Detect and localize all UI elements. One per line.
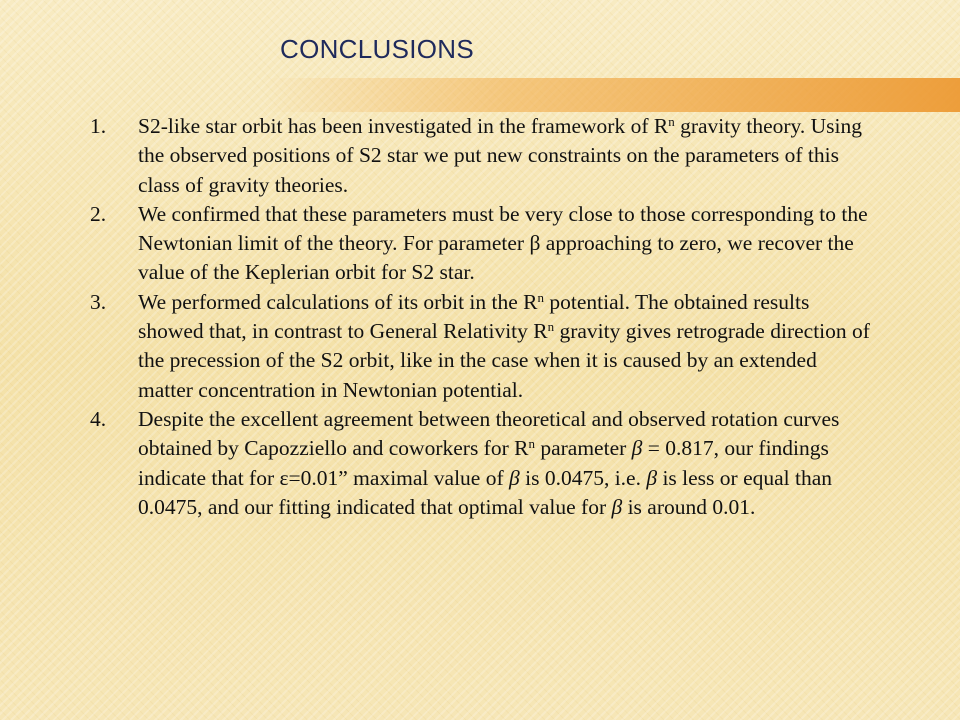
- conclusions-list: [86, 112, 876, 522]
- slide-title: CONCLUSIONS: [280, 34, 474, 64]
- conclusion-item-4: [86, 405, 876, 522]
- item-number: 1.: [90, 114, 107, 138]
- item-number: 2.: [90, 201, 107, 226]
- title-accent-bar: [264, 78, 960, 112]
- conclusion-item-1: [86, 112, 876, 200]
- conclusion-item-2: [86, 200, 876, 288]
- conclusion-item-3: [86, 288, 876, 405]
- item-text: We performed calculations of its orbit in the $R^n$ potential. The obtained results showed that, in contrast to General Relativity $R^n$ gravity gives retrograde direction of the precession of the S2 orbit, like in the case when it is caused by an extended matter concentration in Newtonian potential.: [138, 289, 870, 402]
- item-number: 3.: [90, 289, 107, 314]
- item-text: We confirmed that these parameters must be very close to those corresponding to the Newtonian limit of the theory. For parameter β approaching to zero, we recover the value of the Keplerian orbit for S2 star.: [138, 201, 868, 285]
- item-text: Despite the excellent agreement between theoretical and observed rotation curves obtained by Capozziello and coworkers for $R^n$ parameter β = 0.817, our findings indicate that for ε=0.01” maximal value of β is 0.0475, i.e. β is less or equal than 0.0475, and our fitting indicated that optimal value for β is around 0.01.: [138, 406, 840, 519]
- item-text: S2-like star orbit has been investigated in the framework of $R^n$ gravity theory. Using the observed positions of S2 star we put new constraints on the parameters of this class of gravity theories.: [138, 114, 862, 197]
- item-number: 4.: [90, 406, 107, 431]
